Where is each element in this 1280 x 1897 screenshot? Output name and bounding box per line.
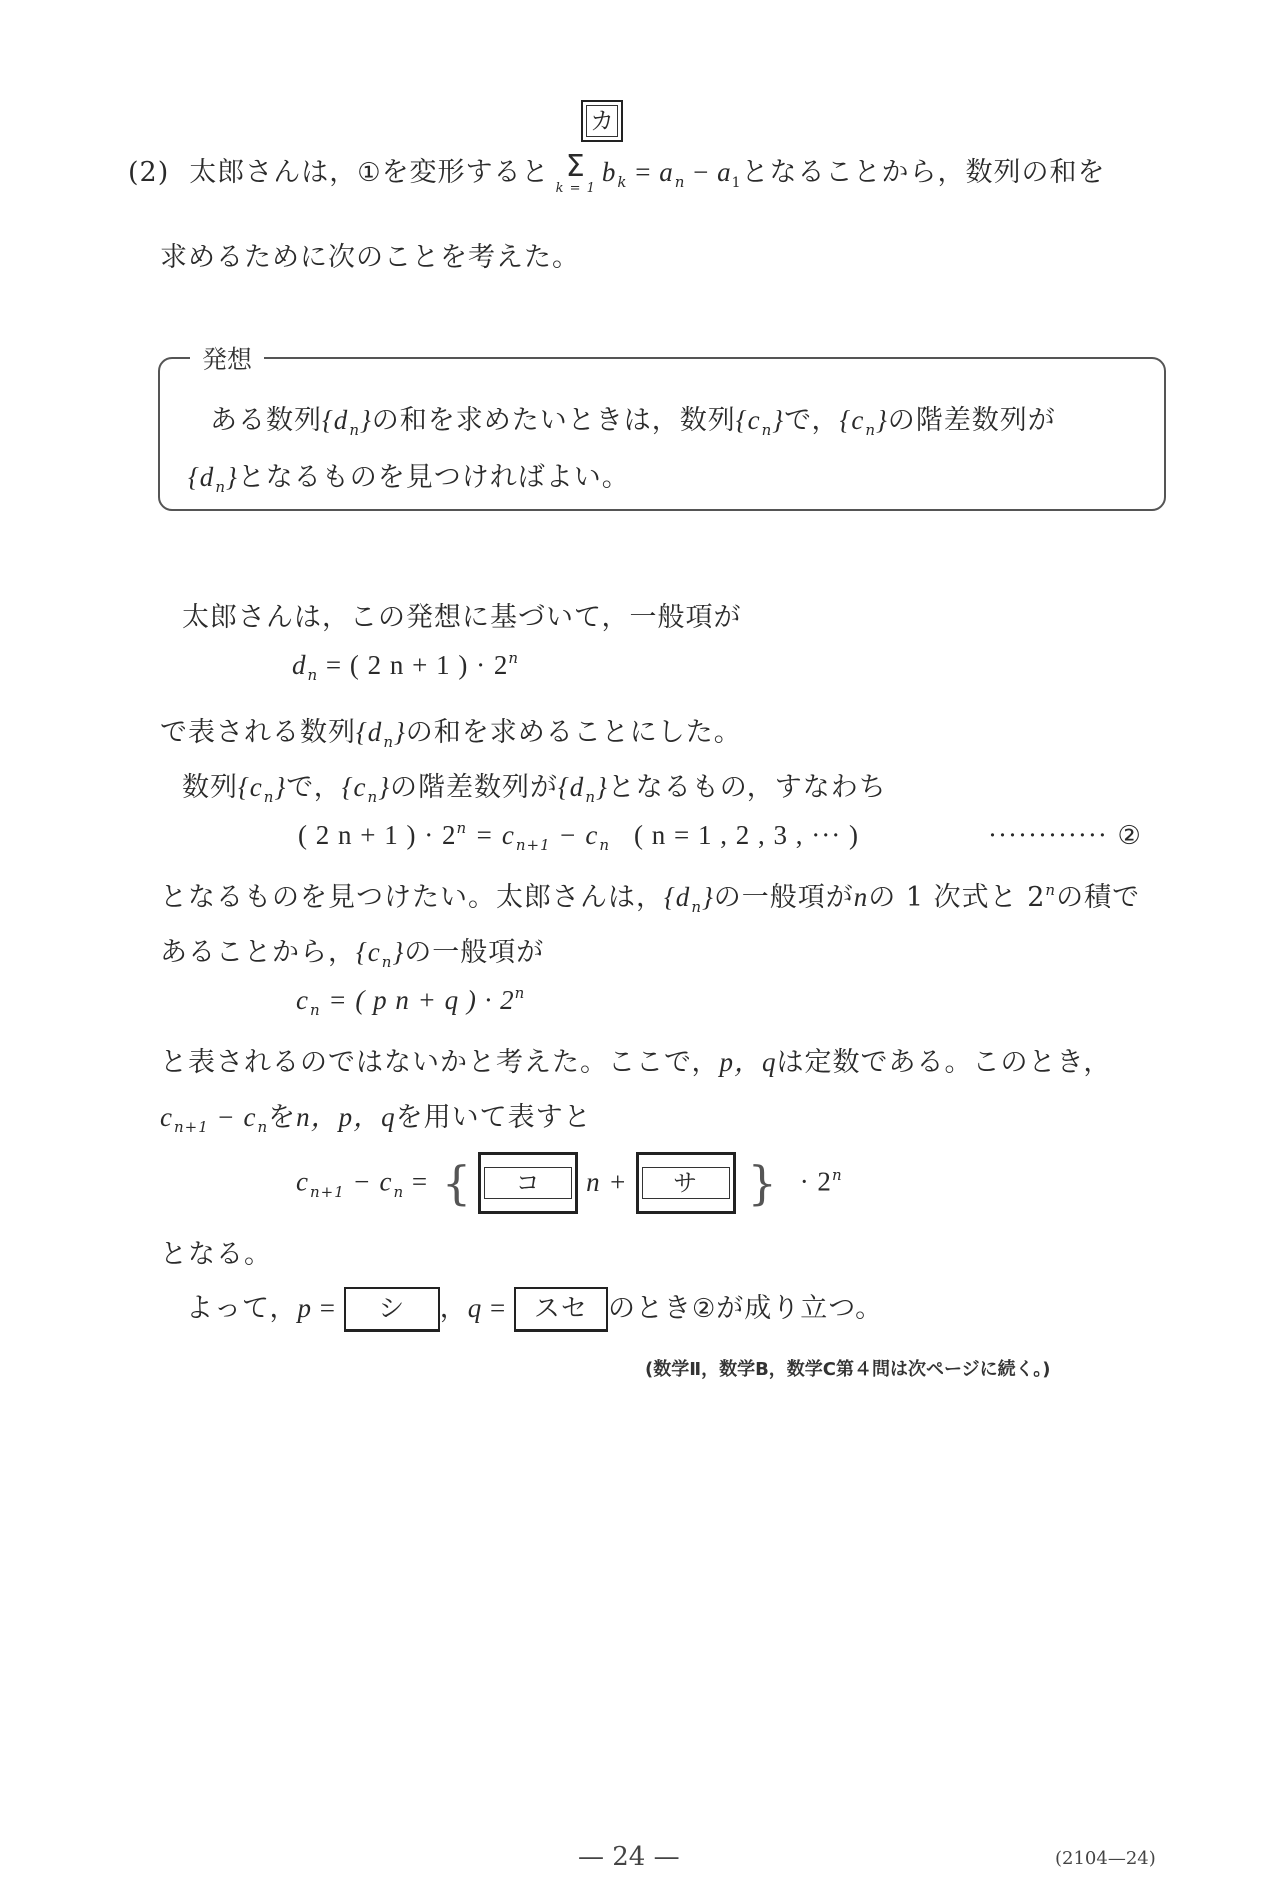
math-op: − (685, 157, 718, 187)
formula-dn: $d_n$ = ( 2 n + 1 ) · $2^n$ (292, 649, 520, 684)
answer-box-ko-label: コ (484, 1167, 572, 1199)
answer-box-ka[interactable] (581, 100, 623, 142)
body-p4: となるものを見つけたい。太郎さんは，$\{d_n\}$の一般項がnの 1 次式と 2$^n$の積で (160, 881, 1141, 916)
body-p7: $c_{n+1} - c_n$をn，p，qを用いて表すと (160, 1102, 592, 1136)
intro-line-2: 求めるために次のことを考えた。 (160, 242, 580, 273)
formula-cn: $c_n$ = ( p n + q ) · $2^n$ (296, 984, 526, 1019)
math-sub: n (674, 173, 686, 191)
right-brace: } (747, 1156, 778, 1210)
body-p9: よって，p = シ ，q = スセ のとき②が成り立つ。 (186, 1285, 883, 1332)
answer-box-sa[interactable] (636, 1152, 736, 1214)
circled-two: ② (691, 1294, 717, 1324)
idea-line-1: ある数列$\{d_n\}$の和を求めたいときは，数列$\{c_n\}$で，$\{c_n\}$の階差数列が (210, 405, 1056, 439)
sum-notation: Σ k = 1 (555, 148, 596, 196)
math-sub: k (617, 173, 628, 191)
answer-box-shi[interactable]: シ (344, 1287, 440, 1332)
intro-text: 太郎さんは， (189, 157, 358, 188)
answer-box-suse[interactable]: スセ (514, 1287, 608, 1332)
math-a: a (717, 157, 732, 187)
body-p5: あることから，$\{c_n\}$の一般項が (160, 937, 545, 971)
continue-note: (数学Ⅱ，数学B，数学C第４問は次ページに続く。) (645, 1359, 1051, 1380)
answer-box-ko[interactable] (478, 1152, 578, 1214)
page-code: (2104—24) (1055, 1848, 1156, 1869)
math-sub: 1 (731, 175, 742, 191)
page-number: — 24 — (578, 1842, 680, 1872)
formula-2: ( 2 n + 1 ) · $2^n = c_{n+1} - c_n$ ( n = 1 , 2 , 3 , ··· ) (298, 819, 859, 854)
equation-2-label: ············ ② (988, 820, 1142, 851)
circled-one: ① (357, 158, 382, 188)
math-op: = (627, 157, 660, 187)
answer-box-ka-label: カ (586, 105, 618, 137)
body-p6: と表されるのではないかと考えた。ここで，p，qは定数である。このとき， (160, 1047, 1112, 1078)
idea-line-2: $\{d_n\}$となるものを見つければよい。 (188, 462, 630, 496)
body-p2: で表される数列$\{d_n\}$の和を求めることにした。 (160, 717, 742, 751)
intro-text: を変形すると (381, 157, 550, 188)
body-p8: となる。 (160, 1239, 272, 1270)
body-p1: 太郎さんは，この発想に基づいて，一般項が (182, 602, 742, 633)
idea-frame-label: 発想 (190, 340, 264, 376)
intro-text: となることから，数列の和を (741, 157, 1106, 188)
body-p3: 数列$\{c_n\}$で，$\{c_n\}$の階差数列が$\{d_n\}$となるもの，すなわち (182, 772, 887, 806)
left-brace: { (441, 1156, 473, 1210)
intro-line-1 (128, 150, 1106, 196)
formula-difference: $c_{n+1} - c_n$ = { コ n + サ } · $2^n$ (296, 1152, 843, 1214)
answer-box-sa-label: サ (642, 1167, 730, 1199)
math-b: b (601, 157, 617, 187)
math-a: a (659, 157, 674, 187)
part-label: (2) (128, 157, 170, 188)
